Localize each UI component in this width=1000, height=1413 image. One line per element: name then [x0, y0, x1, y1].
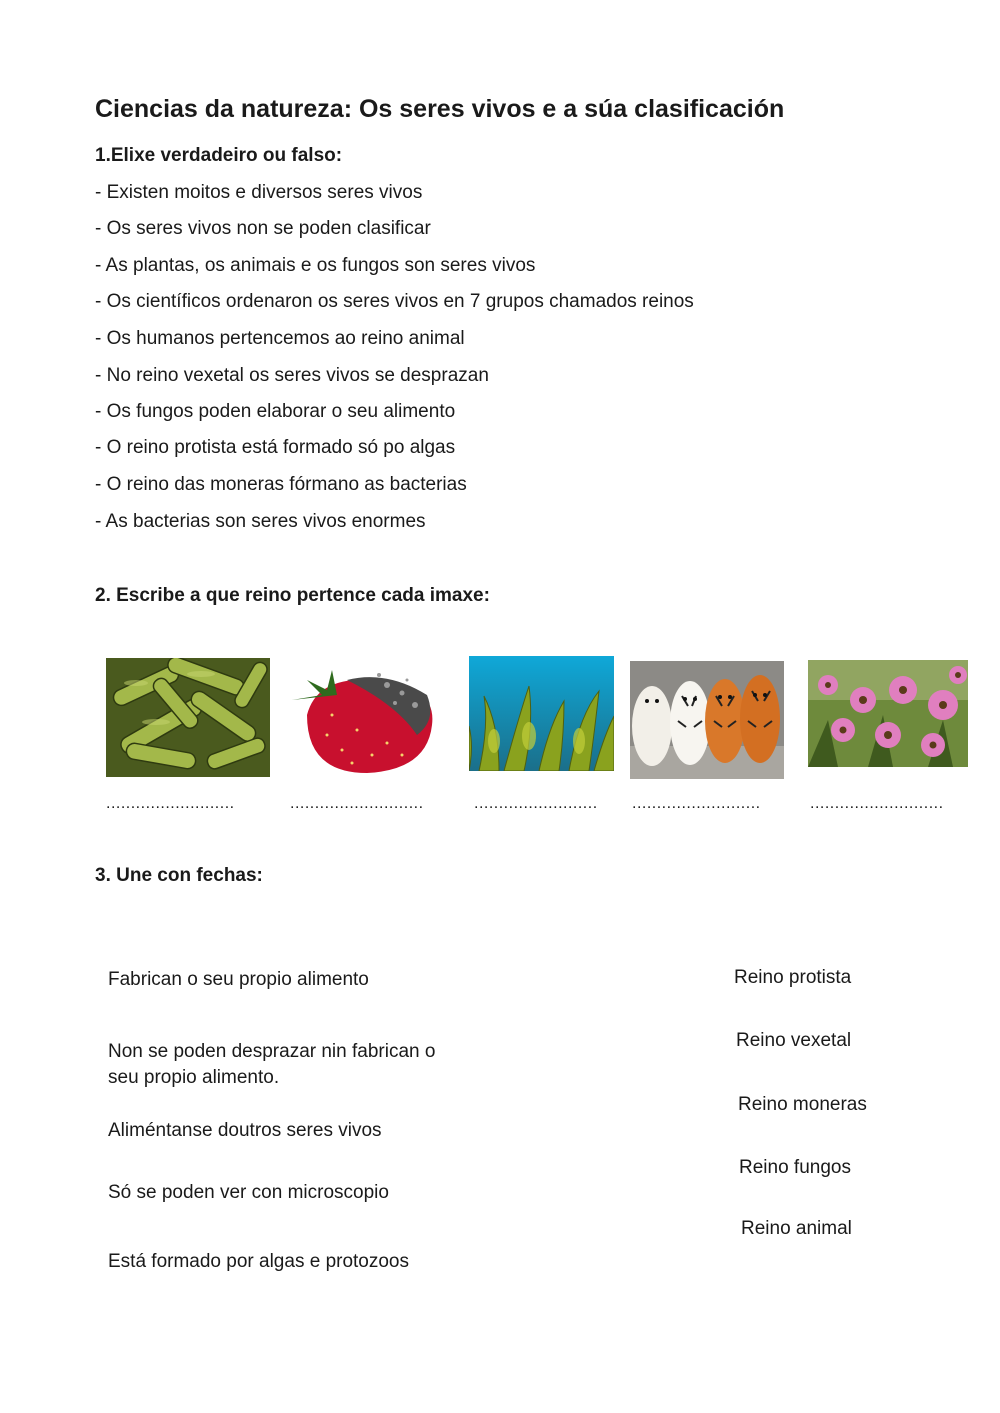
- statement: - Os humanos pertencemos ao reino animal: [95, 328, 465, 349]
- statement: - Os científicos ordenaron os seres vivos en 7 grupos chamados reinos: [95, 291, 694, 312]
- match-left-item: Só se poden ver con microscopio: [108, 1182, 389, 1203]
- statement: - Os seres vivos non se poden clasificar: [95, 218, 431, 239]
- section2-heading: 2. Escribe a que reino pertence cada imaxe:: [95, 585, 490, 606]
- match-right-item: Reino vexetal: [736, 1030, 852, 1051]
- match-left-item: Non se poden desprazar nin fabrican o: [108, 1041, 436, 1062]
- match-right-item: Reino protista: [734, 967, 852, 988]
- statement: - Os fungos poden elaborar o seu alimento: [95, 401, 456, 422]
- answer-blank: ..........................: [632, 795, 761, 812]
- statement: - As plantas, os animais e os fungos son seres vivos: [95, 255, 536, 276]
- match-left-item: Está formado por algas e protozoos: [108, 1251, 410, 1272]
- answer-blank: ...........................: [290, 795, 424, 812]
- seaweed-image: [469, 656, 614, 771]
- match-right-item: Reino animal: [741, 1218, 852, 1239]
- statement: - As bacterias son seres vivos enormes: [95, 511, 426, 532]
- statement: - O reino protista está formado só po algas: [95, 437, 456, 458]
- answer-blank: .........................: [474, 795, 598, 812]
- match-right-item: Reino fungos: [739, 1157, 851, 1178]
- statement: - No reino vexetal os seres vivos se desprazan: [95, 365, 489, 386]
- tigers-image: [630, 661, 784, 779]
- match-right-item: Reino moneras: [738, 1094, 867, 1115]
- match-left-item: seu propio alimento.: [108, 1067, 280, 1088]
- statement: - O reino das moneras fórmano as bacterias: [95, 474, 467, 495]
- section3-heading: 3. Une con fechas:: [95, 865, 263, 886]
- answer-blank: ..........................: [106, 795, 235, 812]
- statement: - Existen moitos e diversos seres vivos: [95, 182, 423, 203]
- match-left-item: Aliméntanse doutros seres vivos: [108, 1120, 382, 1141]
- answer-blank: ...........................: [810, 795, 944, 812]
- match-left-item: Fabrican o seu propio alimento: [108, 969, 369, 990]
- page-title: Ciencias da natureza: Os seres vivos e a súa clasificación: [95, 95, 785, 123]
- flowers-image: [808, 660, 968, 767]
- bacteria-image: [106, 658, 270, 777]
- section1-heading: 1.Elixe verdadeiro ou falso:: [95, 145, 343, 166]
- moldy-strawberry-image: [287, 655, 448, 777]
